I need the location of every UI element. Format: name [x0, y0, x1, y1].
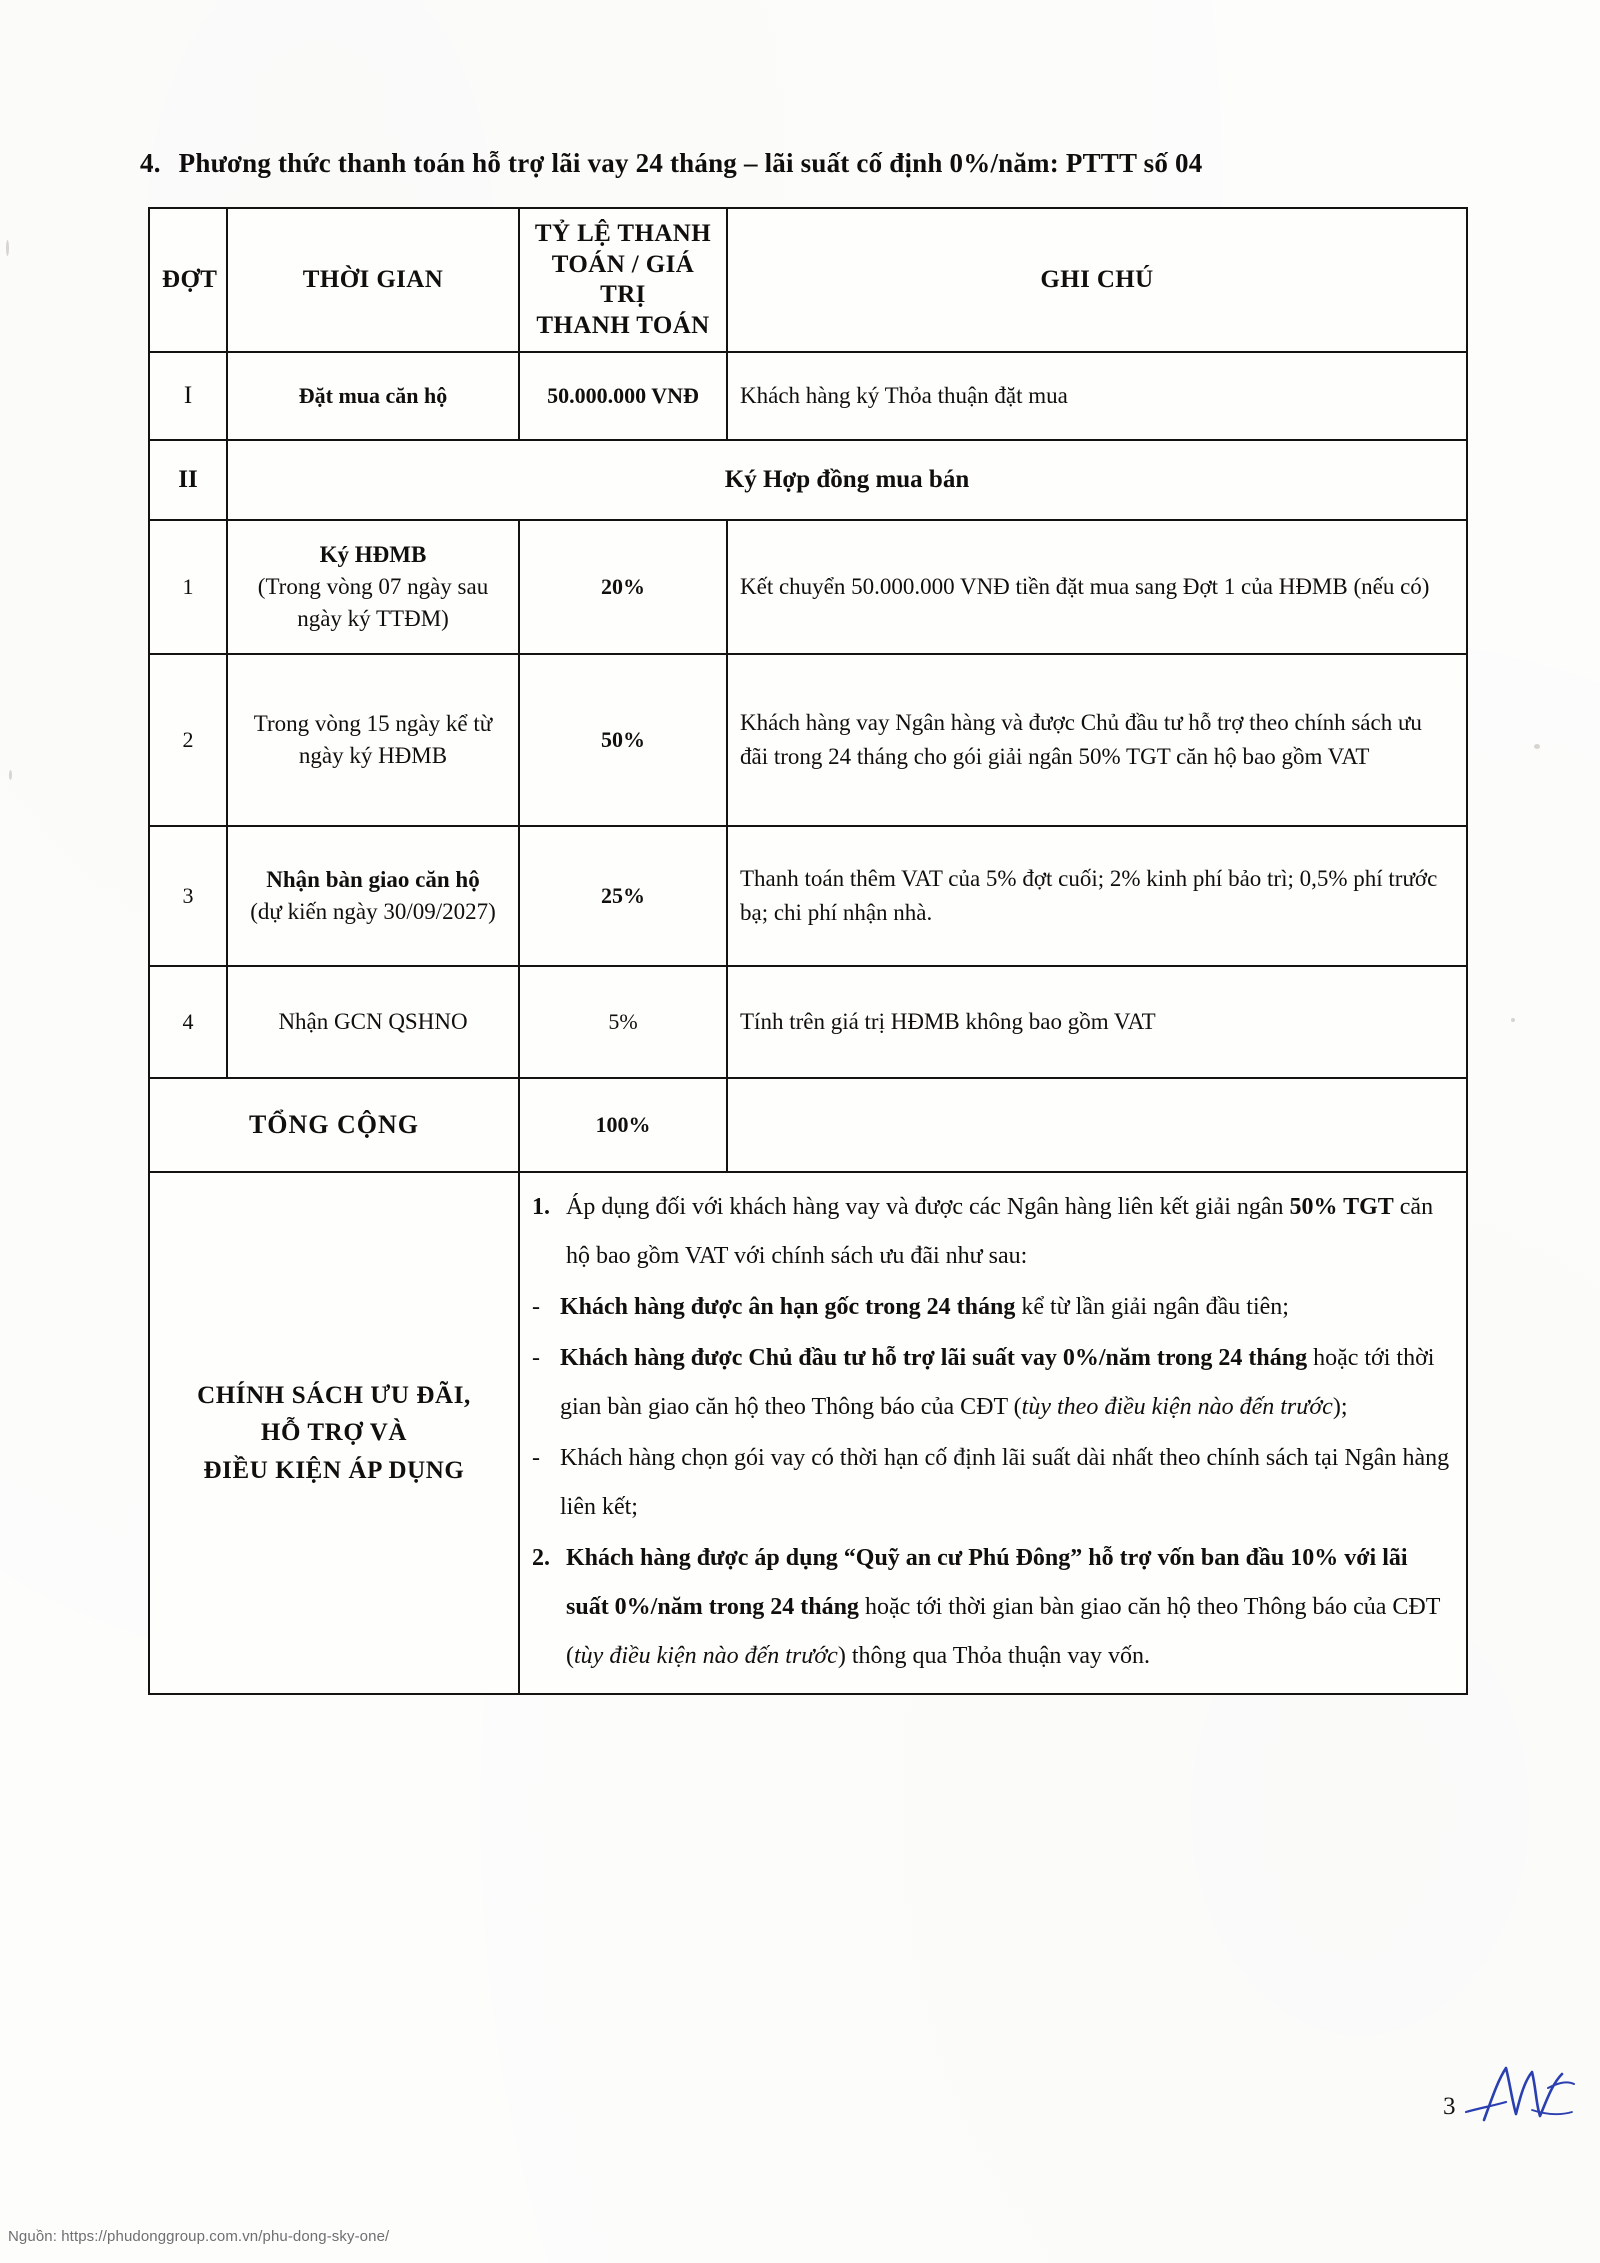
row-note: Khách hàng ký Thỏa thuận đặt mua [727, 352, 1467, 440]
total-label: TỔNG CỘNG [149, 1078, 519, 1172]
table-header-row [149, 208, 1467, 352]
table-total-row [149, 1078, 1467, 1172]
row-time [227, 826, 519, 966]
policy-body [519, 1172, 1467, 1694]
row-rate: 5% [519, 966, 727, 1078]
row-note: Khách hàng vay Ngân hàng và được Chủ đầu tư hỗ trợ theo chính sách ưu đãi trong 24 tháng cho gói giải ngân 50% TGT căn hộ bao gồm VAT [727, 654, 1467, 826]
total-rate: 100% [519, 1078, 727, 1172]
header-rate-line2: TOÁN / GIÁ TRỊ [551, 250, 695, 308]
policy-item [532, 1534, 1454, 1681]
row-time [227, 520, 519, 654]
row-dot: II [149, 440, 227, 520]
scan-speck [9, 770, 12, 780]
scan-speck [6, 240, 9, 256]
table-row [149, 352, 1467, 440]
section-heading [140, 148, 1470, 179]
header-note: GHI CHÚ [727, 208, 1467, 352]
row-time: Nhận GCN QSHNO [227, 966, 519, 1078]
row-note: Thanh toán thêm VAT của 5% đợt cuối; 2% kinh phí bảo trì; 0,5% phí trước bạ; chi phí nhận nhà. [727, 826, 1467, 966]
row-dot: 1 [149, 520, 227, 654]
table-row [149, 520, 1467, 654]
scan-speck [1511, 1018, 1515, 1022]
row-rate: 50% [519, 654, 727, 826]
policy-item-marker: 2. [532, 1544, 550, 1571]
policy-item [532, 1183, 1454, 1281]
row-note: Tính trên giá trị HĐMB không bao gồm VAT [727, 966, 1467, 1078]
row-time-line2: (Trong vòng 07 ngày sau [257, 574, 489, 600]
policy-label [149, 1172, 519, 1694]
payment-schedule-table [148, 207, 1468, 1695]
table-row [149, 440, 1467, 520]
policy-item-marker: - [532, 1444, 540, 1471]
policy-item [532, 1283, 1454, 1332]
total-note [727, 1078, 1467, 1172]
header-rate [519, 208, 727, 352]
row-span-text: Ký Hợp đồng mua bán [227, 440, 1467, 520]
row-time-line1: Trong vòng 15 ngày kể từ [253, 711, 493, 737]
header-time: THỜI GIAN [227, 208, 519, 352]
header-rate-line1: TỶ LỆ THANH [534, 220, 712, 247]
scan-speck [1534, 744, 1540, 749]
policy-item-marker: 1. [532, 1194, 550, 1220]
row-time [227, 654, 519, 826]
policy-item-marker: - [532, 1344, 540, 1371]
row-time: Đặt mua căn hộ [227, 352, 519, 440]
header-dot: ĐỢT [149, 208, 227, 352]
row-time-line1: Nhận bàn giao căn hộ [266, 867, 480, 893]
table-row [149, 826, 1467, 966]
header-rate-line3: THANH TOÁN [536, 311, 710, 339]
row-rate: 25% [519, 826, 727, 966]
row-rate: 20% [519, 520, 727, 654]
section-title: Phương thức thanh toán hỗ trợ lãi vay 24 tháng – lãi suất cố định 0%/năm: PTTT số 04 [178, 148, 1203, 178]
policy-label-line3: ĐIỀU KIỆN ÁP DỤNG [203, 1456, 465, 1484]
table-row [149, 966, 1467, 1078]
row-time-line2: ngày ký HĐMB [298, 743, 448, 768]
policy-item-text: Khách hàng chọn gói vay có thời hạn cố định lãi suất dài nhất theo chính sách tại Ngân hàng liên kết; [560, 1444, 1450, 1520]
page-number: 3 [1443, 2093, 1456, 2120]
policy-item-text: Khách hàng được ân hạn gốc trong 24 tháng kể từ lần giải ngân đầu tiên; [560, 1293, 1289, 1320]
policy-item-text: Khách hàng được áp dụng “Quỹ an cư Phú Đông” hỗ trợ vốn ban đầu 10% với lãi suất 0%/năm trong 24 tháng hoặc tới thời gian bàn giao căn hộ theo Thông báo của CĐT (tùy điều kiện nào đến trước) thông qua Thỏa thuận vay vốn. [566, 1544, 1440, 1669]
policy-item-text: Khách hàng được Chủ đầu tư hỗ trợ lãi suất vay 0%/năm trong 24 tháng hoặc tới thời gian bàn giao căn hộ theo Thông báo của CĐT (tùy theo điều kiện nào đến trước); [560, 1344, 1435, 1420]
row-dot: 2 [149, 654, 227, 826]
row-time-line3: ngày ký TTĐM) [297, 605, 449, 631]
row-rate: 50.000.000 VNĐ [519, 352, 727, 440]
policy-item-text: Áp dụng đối với khách hàng vay và được các Ngân hàng liên kết giải ngân 50% TGT căn hộ bao gồm VAT với chính sách ưu đãi như sau: [566, 1194, 1434, 1269]
policy-item [532, 1334, 1454, 1432]
row-dot: 4 [149, 966, 227, 1078]
row-time-line2: (dự kiến ngày 30/09/2027) [250, 899, 496, 924]
policy-item [532, 1434, 1454, 1532]
section-number: 4. [140, 148, 161, 178]
policy-label-line2: HỖ TRỢ VÀ [260, 1419, 408, 1447]
table-row [149, 654, 1467, 826]
source-watermark: Nguồn: https://phudonggroup.com.vn/phu-dong-sky-one/ [8, 2228, 390, 2245]
row-note: Kết chuyển 50.000.000 VNĐ tiền đặt mua sang Đợt 1 của HĐMB (nếu có) [727, 520, 1467, 654]
row-dot: 3 [149, 826, 227, 966]
policy-label-line1: CHÍNH SÁCH ƯU ĐÃI, [197, 1381, 471, 1409]
policy-row [149, 1172, 1467, 1694]
handwritten-signature [1462, 2058, 1580, 2144]
row-time-line1: Ký HĐMB [319, 542, 427, 568]
policy-item-marker: - [532, 1293, 540, 1320]
row-dot: I [149, 352, 227, 440]
